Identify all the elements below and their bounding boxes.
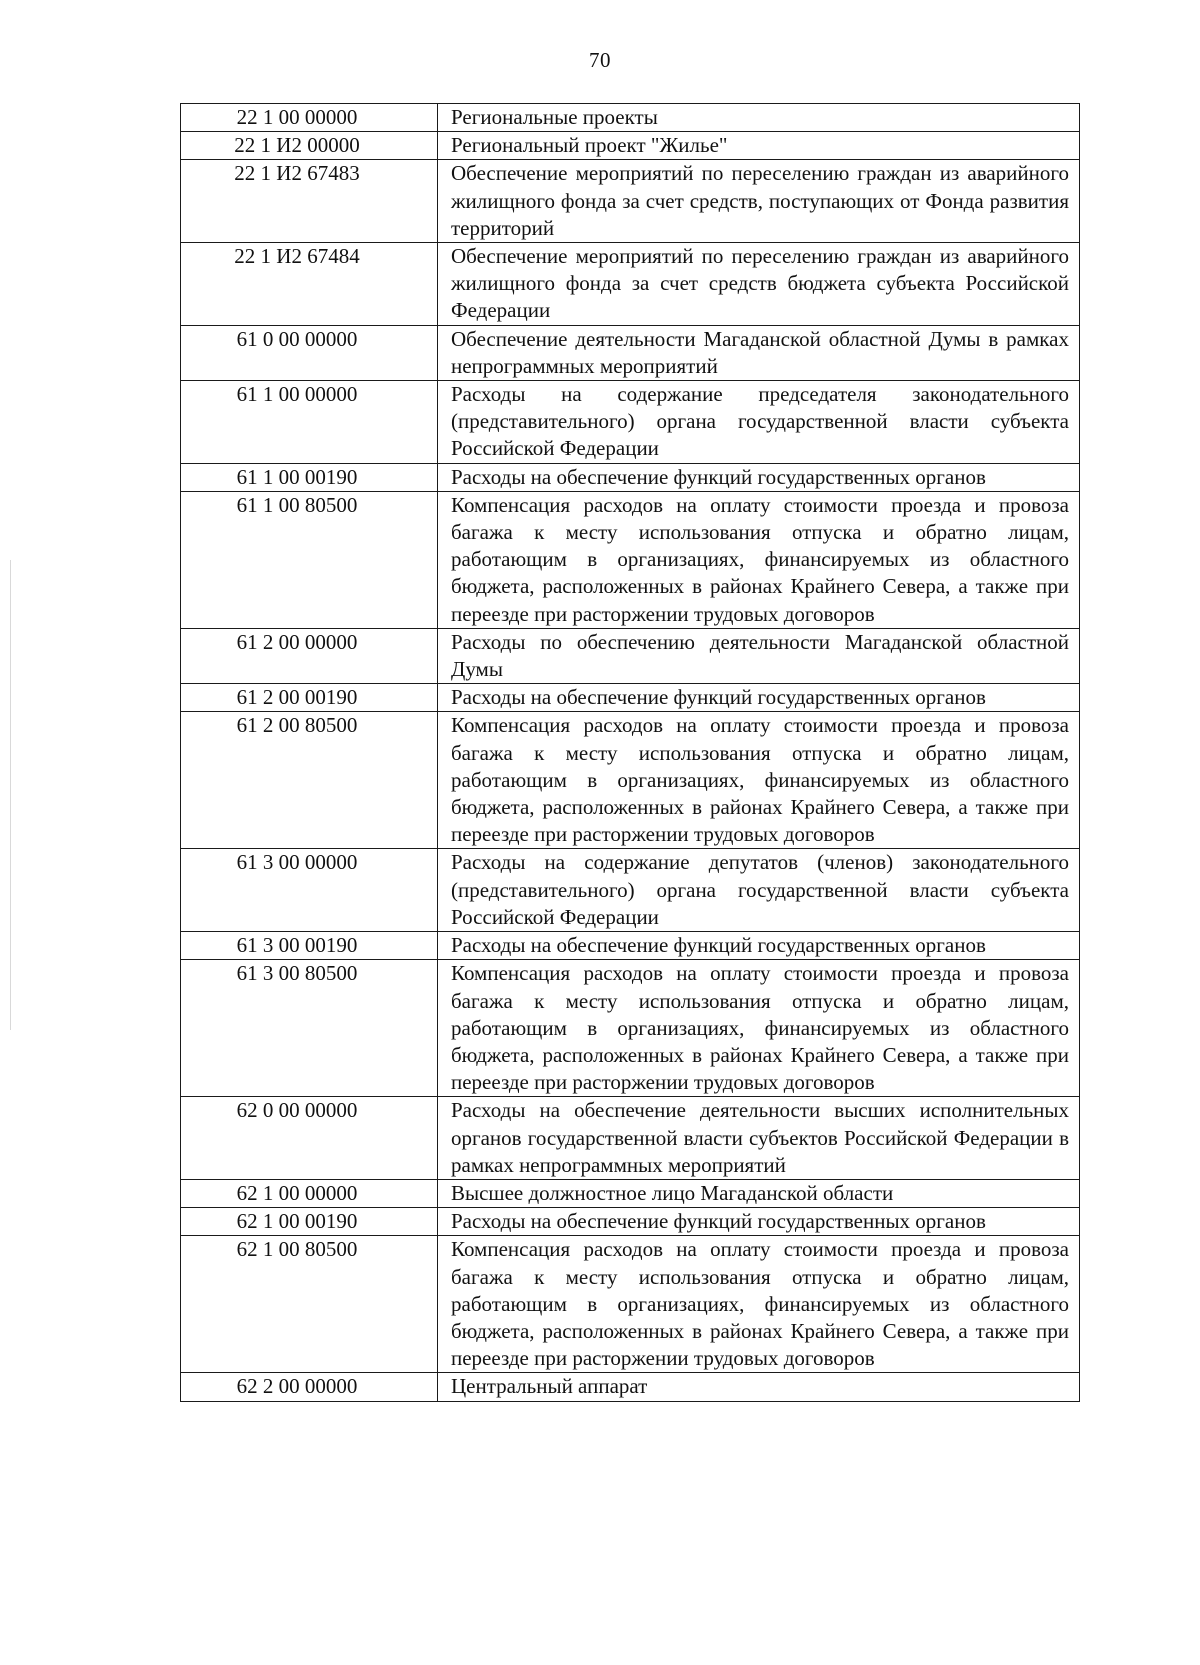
row-description-cell: Обеспечение мероприятий по переселению граждан из аварийного жилищного фонда за счет средств, поступающих от Фонда развития территорий xyxy=(438,160,1080,243)
table-row xyxy=(181,325,1080,380)
table-row xyxy=(181,932,1080,960)
row-description-cell: Компенсация расходов на оплату стоимости проезда и провоза багажа к месту использования отпуска и обратно лицам, работающим в организациях, финансируемых из областного бюджета, расположенных в районах Крайнего Севера, а также при переезде при расторжении трудовых договоров xyxy=(438,1236,1080,1373)
row-code-cell: 62 2 00 00000 xyxy=(181,1373,438,1401)
table-row xyxy=(181,160,1080,243)
row-code-cell: 61 3 00 00190 xyxy=(181,932,438,960)
row-code-cell: 61 2 00 00190 xyxy=(181,684,438,712)
row-description-cell: Региональный проект "Жилье" xyxy=(438,132,1080,160)
row-code-cell: 62 1 00 00190 xyxy=(181,1208,438,1236)
row-code-cell: 61 1 00 00000 xyxy=(181,381,438,464)
row-code-cell: 61 1 00 00190 xyxy=(181,463,438,491)
row-description-cell: Региональные проекты xyxy=(438,104,1080,132)
row-description-cell: Расходы на обеспечение деятельности высших исполнительных органов государственной власти субъектов Российской Федерации в рамках непрограммных мероприятий xyxy=(438,1097,1080,1180)
table-row xyxy=(181,463,1080,491)
row-code-cell: 22 1 И2 00000 xyxy=(181,132,438,160)
row-code-cell: 61 2 00 00000 xyxy=(181,628,438,683)
row-code-cell: 61 0 00 00000 xyxy=(181,325,438,380)
row-code-cell: 62 0 00 00000 xyxy=(181,1097,438,1180)
row-description-cell: Расходы на обеспечение функций государственных органов xyxy=(438,1208,1080,1236)
row-description-cell: Компенсация расходов на оплату стоимости проезда и провоза багажа к месту использования отпуска и обратно лицам, работающим в организациях, финансируемых из областного бюджета, расположенных в районах Крайнего Севера, а также при переезде при расторжении трудовых договоров xyxy=(438,491,1080,628)
page-number: 70 xyxy=(589,48,611,72)
scan-margin-line xyxy=(10,560,11,1030)
table-row xyxy=(181,684,1080,712)
row-code-cell: 61 3 00 00000 xyxy=(181,849,438,932)
row-description-cell: Компенсация расходов на оплату стоимости проезда и провоза багажа к месту использования отпуска и обратно лицам, работающим в организациях, финансируемых из областного бюджета, расположенных в районах Крайнего Севера, а также при переезде при расторжении трудовых договоров xyxy=(438,712,1080,849)
row-code-cell: 61 3 00 80500 xyxy=(181,960,438,1097)
table-row xyxy=(181,849,1080,932)
table-row xyxy=(181,132,1080,160)
table-row xyxy=(181,712,1080,849)
row-code-cell: 22 1 И2 67484 xyxy=(181,243,438,326)
table-row xyxy=(181,104,1080,132)
row-description-cell: Обеспечение мероприятий по переселению граждан из аварийного жилищного фонда за счет средств бюджета субъекта Российской Федерации xyxy=(438,243,1080,326)
table-row xyxy=(181,1097,1080,1180)
table-row xyxy=(181,628,1080,683)
row-description-cell: Компенсация расходов на оплату стоимости проезда и провоза багажа к месту использования отпуска и обратно лицам, работающим в организациях, финансируемых из областного бюджета, расположенных в районах Крайнего Севера, а также при переезде при расторжении трудовых договоров xyxy=(438,960,1080,1097)
table-row xyxy=(181,491,1080,628)
table-row xyxy=(181,1208,1080,1236)
row-description-cell: Высшее должностное лицо Магаданской области xyxy=(438,1179,1080,1207)
budget-codes-table xyxy=(180,103,1080,1402)
row-description-cell: Расходы на содержание депутатов (членов) законодательного (представительного) органа государственной власти субъекта Российской Федерации xyxy=(438,849,1080,932)
table-row xyxy=(181,381,1080,464)
row-description-cell: Расходы на обеспечение функций государственных органов xyxy=(438,684,1080,712)
row-code-cell: 61 2 00 80500 xyxy=(181,712,438,849)
row-description-cell: Расходы по обеспечению деятельности Магаданской областной Думы xyxy=(438,628,1080,683)
table-body xyxy=(181,104,1080,1402)
table-row xyxy=(181,960,1080,1097)
table-row xyxy=(181,243,1080,326)
row-description-cell: Расходы на обеспечение функций государственных органов xyxy=(438,932,1080,960)
row-code-cell: 22 1 И2 67483 xyxy=(181,160,438,243)
row-description-cell: Расходы на содержание председателя законодательного (представительного) органа государственной власти субъекта Российской Федерации xyxy=(438,381,1080,464)
table-row xyxy=(181,1373,1080,1401)
row-description-cell: Расходы на обеспечение функций государственных органов xyxy=(438,463,1080,491)
table-row xyxy=(181,1236,1080,1373)
row-code-cell: 22 1 00 00000 xyxy=(181,104,438,132)
row-description-cell: Обеспечение деятельности Магаданской областной Думы в рамках непрограммных мероприятий xyxy=(438,325,1080,380)
row-description-cell: Центральный аппарат xyxy=(438,1373,1080,1401)
row-code-cell: 62 1 00 80500 xyxy=(181,1236,438,1373)
row-code-cell: 61 1 00 80500 xyxy=(181,491,438,628)
row-code-cell: 62 1 00 00000 xyxy=(181,1179,438,1207)
table-row xyxy=(181,1179,1080,1207)
